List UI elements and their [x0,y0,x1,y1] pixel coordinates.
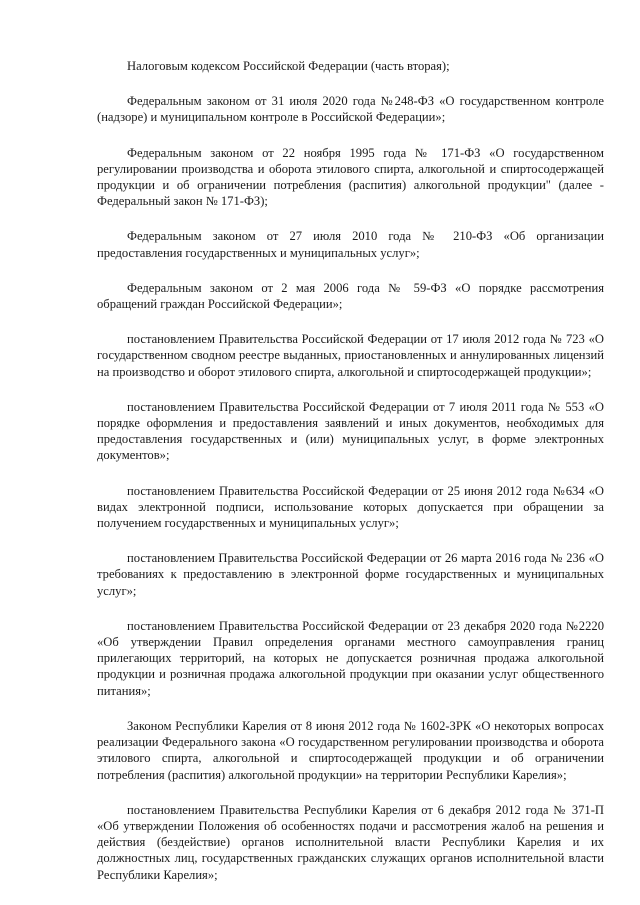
paragraph-law-171: Федеральным законом от 22 ноября 1995 года № 171-ФЗ «О государственном регулировании производства и оборота этилового спирта, алкогольной и спиртосодержащей продукции и об ограничении потребления (распития) алкогольной продукции" (далее - Федеральный закон № 171-ФЗ); [97,145,604,209]
paragraph-decree-236: постановлением Правительства Российской Федерации от 26 марта 2016 года № 236 «О требованиях к предоставлению в электронной форме государственных и муниципальных услуг»; [97,551,604,598]
paragraph-karelia-decree-371: постановлением Правительства Республики Карелия от 6 декабря 2012 года № 371-П «Об утверждении Положения об особенностях подачи и рассмотрения жалоб на решения и действия (бездействие) органов исполнительной власти Республики Карелия и их должностных лиц, государственных гражданских служащих органов исполнительной власти Республики Карелия»; [97,802,604,882]
paragraph-decree-723: постановлением Правительства Российской Федерации от 17 июля 2012 года № 723 «О государственном сводном реестре выданных, приостановленных и аннулированных лицензий на производство и оборот этилового спирта, алкогольной и спиртосодержащей продукции»; [97,332,604,379]
paragraph-law-59: Федеральным законом от 2 мая 2006 года № 59-ФЗ «О порядке рассмотрения обращений граждан Российской Федерации»; [97,280,604,312]
paragraph-karelia-law-1602: Законом Республики Карелия от 8 июня 2012 года № 1602-ЗРК «О некоторых вопросах реализации Федерального закона «О государственном регулировании производства и оборота этилового спирта, алкогольной и спиртосодержащей продукции и об ограничении потребления (распития) алкогольной продукции» на территории Республики Карелия»; [97,718,604,782]
paragraph-decree-553: постановлением Правительства Российской Федерации от 7 июля 2011 года № 553 «О порядке оформления и предоставления заявлений и иных документов, необходимых для предоставления государственных и (или) муниципальных услуг, в форме электронных документов»; [97,399,604,463]
paragraph-decree-2220: постановлением Правительства Российской Федерации от 23 декабря 2020 года №2220 «Об утверждении Правил определения органами местного самоуправления границ прилегающих территорий, на которых не допускается розничная продажа алкогольной продукции и розничная продажа алкогольной продукции при оказании услуг общественного питания»; [97,618,604,698]
paragraph-tax-code: Налоговым кодексом Российской Федерации (часть вторая); [127,59,450,73]
paragraph-law-248: Федеральным законом от 31 июля 2020 года №248-ФЗ «О государственном контроле (надзоре) и муниципальном контроле в Российской Федерации»; [97,94,604,125]
paragraph-decree-634: постановлением Правительства Российской Федерации от 25 июня 2012 года №634 «О видах электронной подписи, использование которых допускается при обращении за получением государственных и муниципальных услуг»; [97,483,604,531]
document-body [97,58,604,902]
paragraph-law-210: Федеральным законом от 27 июля 2010 года № 210-ФЗ «Об организации предоставления государственных и муниципальных услуг»; [97,229,604,260]
